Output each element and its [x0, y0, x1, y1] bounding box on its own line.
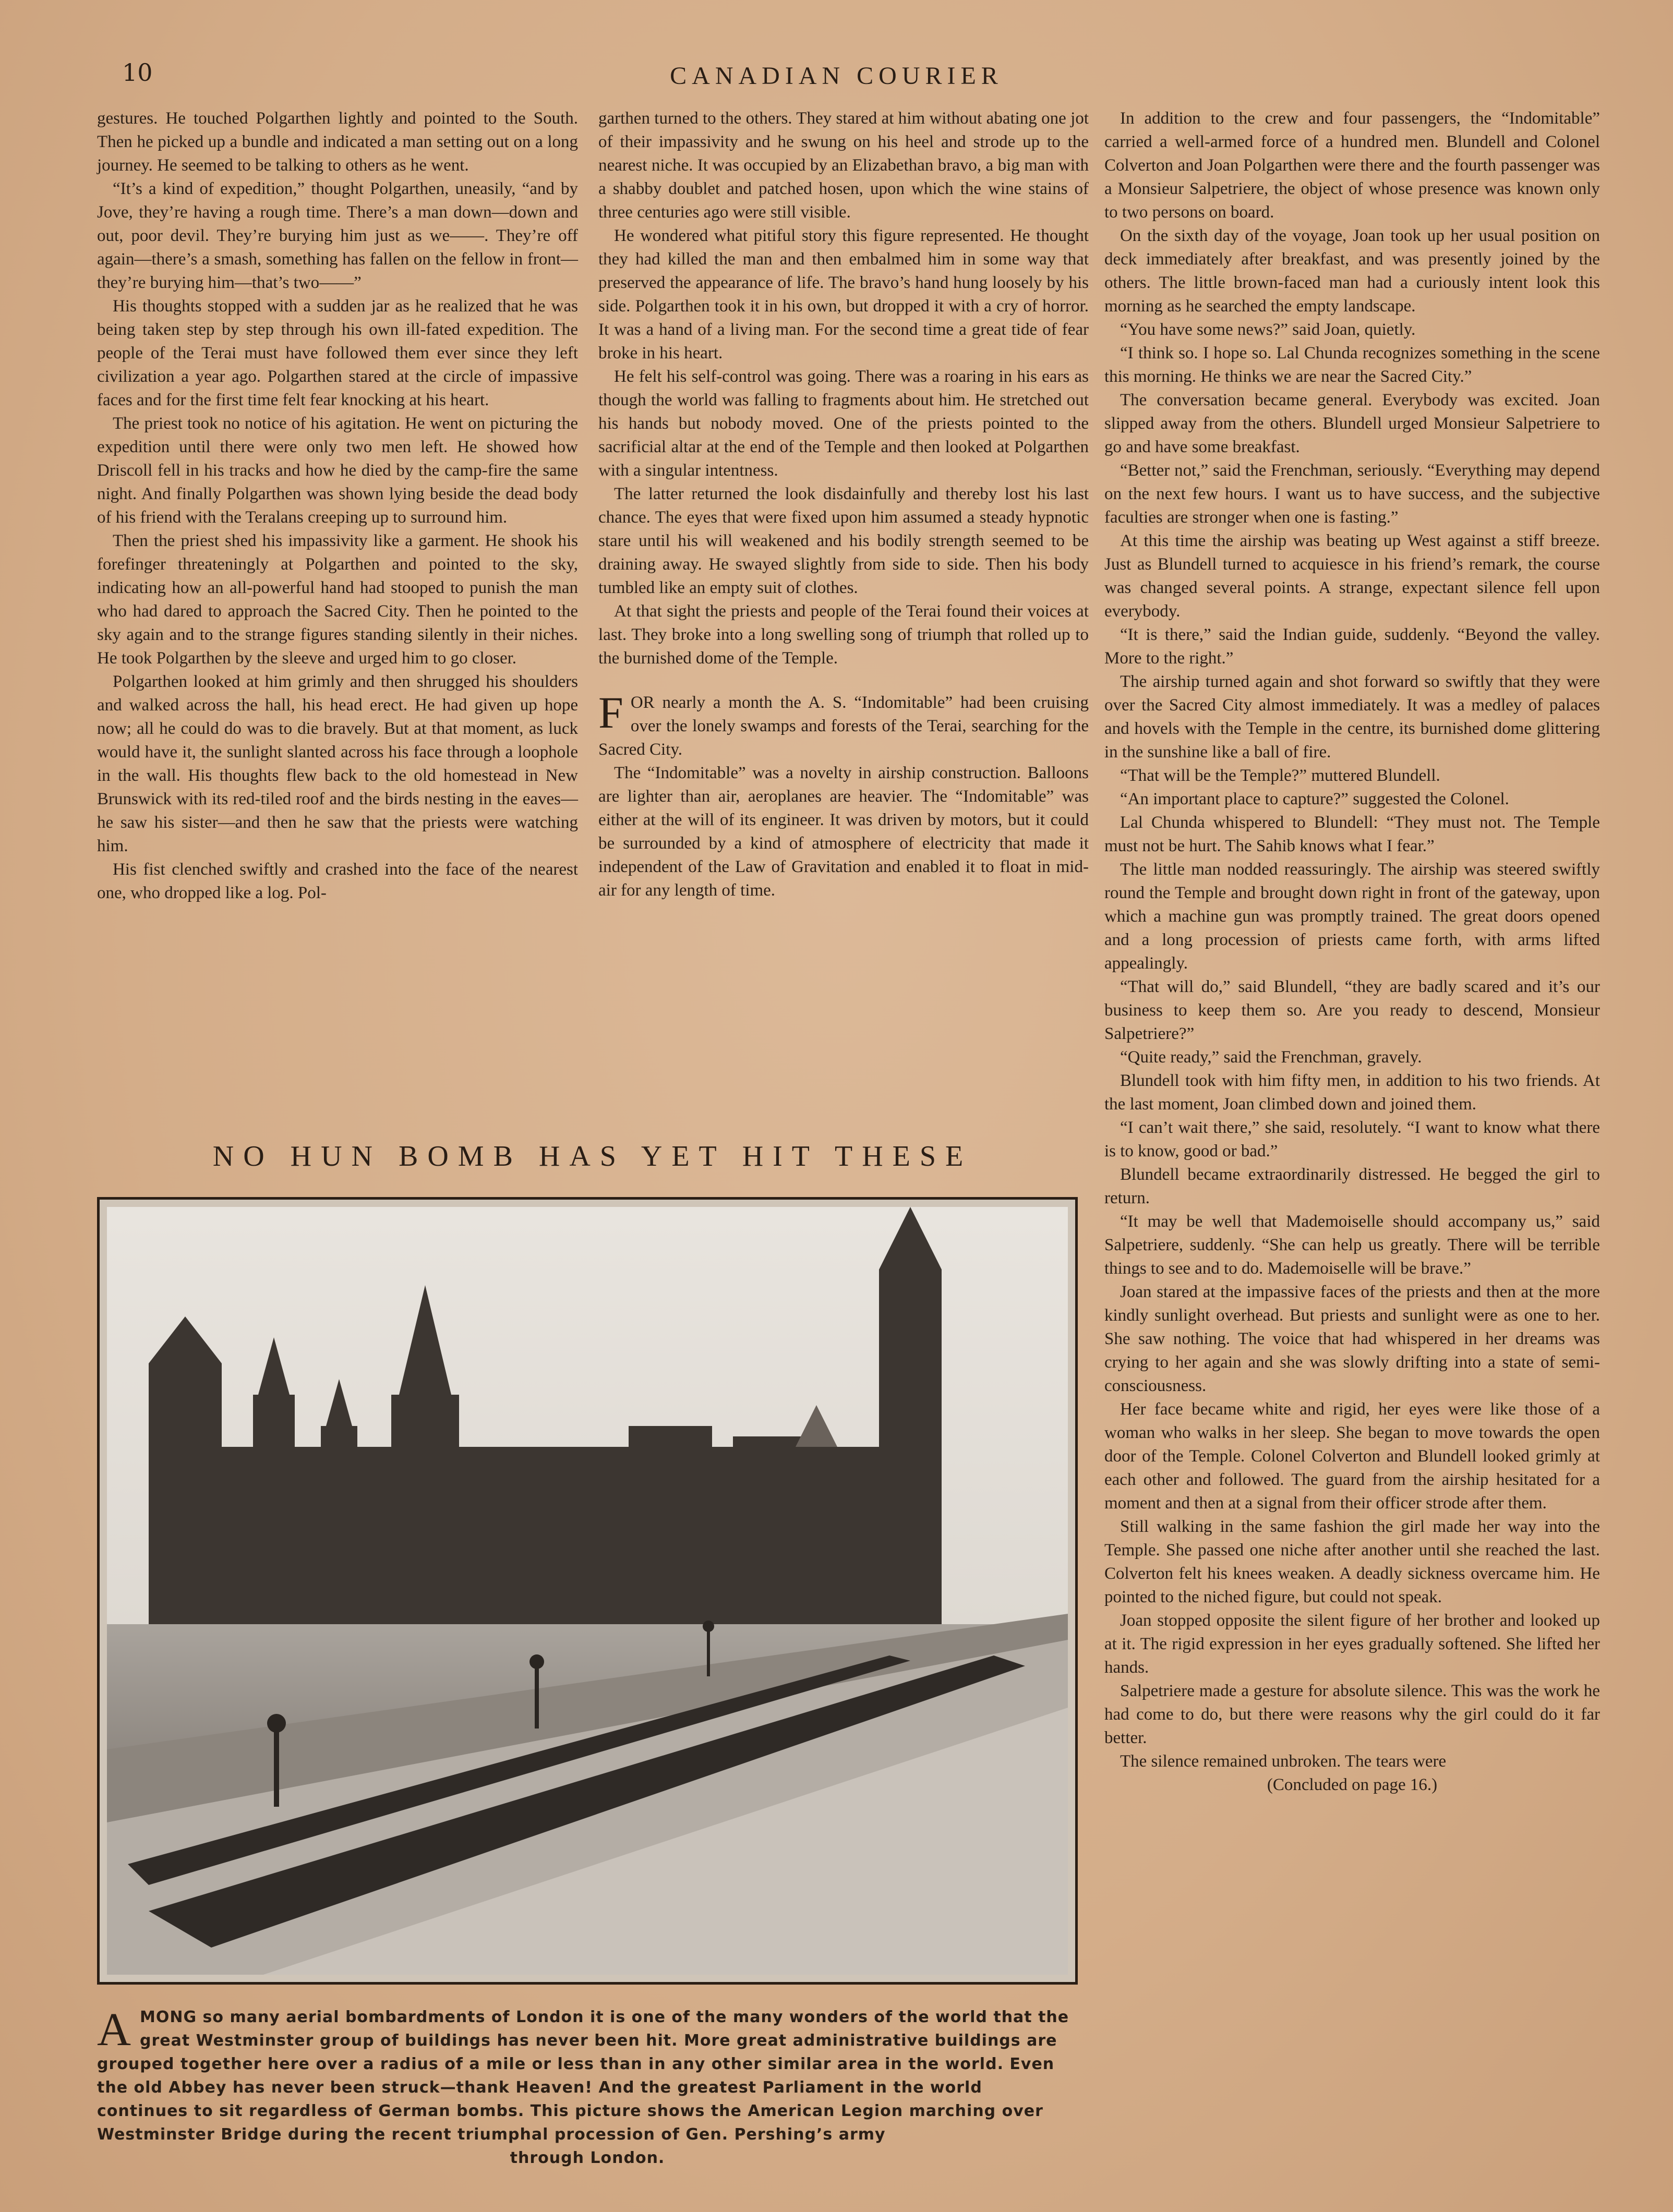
paragraph: “That will do,” said Blundell, “they are badly scared and it’s our business to keep them so. Are you ready to descend, Monsieur Salpetriere?”	[1104, 977, 1600, 1043]
paragraph: The latter returned the look disdainfully and thereby lost his last chance. The eyes that were fixed upon him assumed a steady hypnotic stare until his will weakened and his bodily strength seemed to be draining away. He swayed slightly from side to side. Then his body tumbled like an empty suit of clothes.	[598, 485, 1089, 597]
paragraph: On the sixth day of the voyage, Joan took up her usual position on deck immediately after breakfast, and was presently joined by the others. The little brown-faced man had a curiously intent look this morning as he searched the empty landscape.	[1104, 226, 1600, 316]
paragraph: Still walking in the same fashion the girl made her way into the Temple. She passed one niche after another until she reached the last. Colverton felt his knees weaken. A deadly sickness overcame him. He pointed to the niched figure, but could not speak.	[1104, 1517, 1600, 1606]
paragraph: “Better not,” said the Frenchman, seriously. “Everything may depend on the next few hours. I want us to have success, and the subjective faculties are stronger when one is fasting.”	[1104, 461, 1600, 527]
paragraph: His fist clenched swiftly and crashed into the face of the nearest one, who dropped like a log. Pol-	[97, 860, 578, 902]
paragraph: He wondered what pitiful story this figure represented. He thought they had killed the man and then embalmed him in some way that preserved the appearance of life. The bravo’s hand hung loosely by his side. Polgarthen took it in his own, but dropped it with a cry of horror. It was a hand of a living man. For the second time a great tide of fear broke in his heart.	[598, 226, 1089, 362]
article-column-2	[598, 107, 1089, 902]
publication-masthead: CANADIAN COURIER	[670, 62, 1003, 90]
paragraph: gestures. He touched Polgarthen lightly and pointed to the South. Then he picked up a bundle and indicated a man setting out on a long journey. He seemed to be talking to others as he went.	[97, 109, 578, 175]
photo-caption	[97, 2005, 1078, 2170]
section-start-paragraph	[598, 687, 1089, 761]
paragraph: Salpetriere made a gesture for absolute silence. This was the work he had come to do, but there were reasons why the girl could do it far better.	[1104, 1682, 1600, 1747]
caption-last-line: through London.	[510, 2149, 665, 2167]
paragraph: The priest took no notice of his agitation. He went on picturing the expedition until there were only two men left. He showed how Driscoll fell in his tracks and how he died by the camp-fire the same night. And finally Polgarthen was shown lying beside the dead body of his friend with the Teralans creeping up to surround him.	[97, 414, 578, 527]
paragraph: The “Indomitable” was a novelty in airship construction. Balloons are lighter than air, aeroplanes are heavier. The “Indomitable” was either at the will of its engineer. It was driven by motors, but it could be surrounded by a kind of atmosphere of electricity that made it independent of the Law of Gravitation and enabled it to float in mid-air for any length of time.	[598, 764, 1089, 900]
paragraph: Blundell took with him fifty men, in addition to his two friends. At the last moment, Joan climbed down and joined them.	[1104, 1071, 1600, 1114]
paragraph: The little man nodded reassuringly. The airship was steered swiftly round the Temple and brought down right in front of the gateway, upon which a machine gun was promptly trained. The great doors opened and a long procession of priests came forth, with arms lifted appealingly.	[1104, 860, 1600, 973]
paragraph: “An important place to capture?” suggested the Colonel.	[1120, 790, 1509, 808]
paragraph: Lal Chunda whispered to Blundell: “They must not. The Temple must not be hurt. The Sahib knows what I fear.”	[1104, 813, 1600, 855]
paragraph: “That will be the Temple?” muttered Blundell.	[1120, 766, 1440, 785]
paragraph: “It’s a kind of expedition,” thought Polgarthen, uneasily, “and by Jove, they’re having a rough time. There’s a man down—down and out, poor devil. They’re burying him just as we——. They’re off again—there’s a smash, something has fallen on the fellow in front—they’re burying him—that’s two——”	[97, 179, 578, 292]
paragraph: Joan stared at the impassive faces of the priests and then at the more kindly sunlight overhead. But priests and sunlight were as one to her. She saw nothing. The voice that had whispered in her dreams was crying to her again and she was slowly drifting into a state of semi-consciousness.	[1104, 1283, 1600, 1395]
paragraph: At this time the airship was beating up West against a stiff breeze. Just as Blundell turned to acquiesce in his friend’s remark, the course was changed several points. A strange, expectant silence fell upon everybody.	[1104, 531, 1600, 621]
paragraph: Her face became white and rigid, her eyes were like those of a woman who walks in her sleep. She began to move towards the open door of the Temple. Colonel Colverton and Blundell looked grimly at each other and followed. The guard from the airship hesitated for a moment and then at a signal from their officer strode after them.	[1104, 1400, 1600, 1513]
paragraph: “I can’t wait there,” she said, resolutely. “I want to know what there is to know, good or bad.”	[1104, 1118, 1600, 1161]
paragraph: Then the priest shed his impassivity like a garment. He shook his forefinger threateningly at Polgarthen and pointed to the sky, indicating how an all-powerful hand had stooped to punish the man who had dared to approach the Sacred City. Then he pointed to the sky again and to the strange figures standing silently in their niches. He took Polgarthen by the sleeve and urged him to go closer.	[97, 531, 578, 668]
paragraph: The silence remained unbroken. The tears were	[1120, 1752, 1447, 1771]
paragraph: “You have some news?” said Joan, quietly.	[1120, 320, 1416, 339]
paragraph: In addition to the crew and four passengers, the “Indomitable” carried a well-armed force of a hundred men. Blundell and Colonel Colverton and Joan Polgarthen were there and the fourth passenger was a Monsieur Salpetriere, the object of whose presence was known only to two persons on board.	[1104, 109, 1600, 222]
article-column-3	[1104, 107, 1600, 2193]
photo-heading: NO HUN BOMB HAS YET HIT THESE	[212, 1140, 973, 1173]
continued-note: (Concluded on page 16.)	[1267, 1775, 1438, 1794]
article-column-1	[97, 107, 578, 905]
paragraph: At that sight the priests and people of the Terai found their voices at last. They broke into a long swelling song of triumph that rolled up to the burnished dome of the Temple.	[598, 602, 1089, 668]
page-number: 10	[122, 58, 153, 87]
westminster-photo	[97, 1197, 1078, 1985]
drop-cap-letter: F	[598, 687, 623, 738]
westminster-bridge-image	[107, 1207, 1068, 1975]
paragraph: garthen turned to the others. They stared at him without abating one jot of their impassivity and he swung on his heel and strode up to the nearest niche. It was occupied by an Elizabethan bravo, a big man with a shabby doublet and patched hosen, upon which the wine stains of three centuries ago were still visible.	[598, 109, 1089, 222]
paragraph: “It may be well that Mademoiselle should accompany us,” said Salpetriere, suddenly. “She can help us greatly. There will be terrible things to see and to do. Mademoiselle will be brave.”	[1104, 1212, 1600, 1278]
paragraph: The airship turned again and shot forward so swiftly that they were over the Sacred City almost immediately. It was a medley of palaces and hovels with the Temple in the centre, its burnished dome glittering in the sunshine like a ball of fire.	[1104, 672, 1600, 761]
paragraph: He felt his self-control was going. There was a roaring in his ears as though the world was falling to fragments about him. He stretched out his hands but nobody moved. One of the priests pointed to the sacrificial altar at the end of the Temple and then looked at Polgarthen with a singular intentness.	[598, 367, 1089, 480]
paragraph: Blundell became extraordinarily distressed. He begged the girl to return.	[1104, 1165, 1600, 1207]
paragraph: The conversation became general. Everybody was excited. Joan slipped away from the others. Blundell urged Monsieur Salpetriere to go and have some breakfast.	[1104, 391, 1600, 456]
paragraph: “It is there,” said the Indian guide, suddenly. “Beyond the valley. More to the right.”	[1104, 625, 1600, 668]
paragraph: Polgarthen looked at him grimly and then shrugged his shoulders and walked across the hall, his head erect. He had given up hope now; all he could do was to die bravely. But at that moment, as luck would have it, the sunlight slanted across his face through a loophole in the wall. His thoughts flew back to the old homestead in New Brunswick with its red-tiled roof and the birds nesting in the eaves—he saw his sister—and then he saw that the priests were watching him.	[97, 672, 578, 855]
paragraph: “Quite ready,” said the Frenchman, gravely.	[1120, 1048, 1422, 1067]
paragraph: “I think so. I hope so. Lal Chunda recognizes something in the scene this morning. He thinks we are near the Sacred City.”	[1104, 344, 1600, 386]
caption-drop-cap: A	[97, 2004, 131, 2056]
caption-text: MONG so many aerial bombardments of London it is one of the many wonders of the world that the great Westminster group of buildings has never been hit. More great administrative buildings are grouped together here over a radius of a mile or less than in any other similar area in the world. Even the old Abbey has never been struck—thank Heaven! And the greatest Parliament in the world continues to sit regardless of German bombs. This picture shows the American Legion marching over Westminster Bridge during the recent triumphal procession of Gen. Pershing’s army	[97, 2008, 1069, 2144]
paragraph: His thoughts stopped with a sudden jar as he realized that he was being taken step by step through his own ill-fated expedition. The people of the Terai must have followed them ever since they left civilization a year ago. Polgarthen stared at the circle of impassive faces and for the first time felt fear knocking at his heart.	[97, 297, 578, 409]
dropcap-paragraph-text: OR nearly a month the A. S. “Indomitable” had been cruising over the lonely swamps and forests of the Terai, searching for the Sacred City.	[598, 693, 1089, 759]
paragraph: Joan stopped opposite the silent figure of her brother and looked up at it. The rigid expression in her eyes gradually softened. She lifted her hands.	[1104, 1611, 1600, 1677]
